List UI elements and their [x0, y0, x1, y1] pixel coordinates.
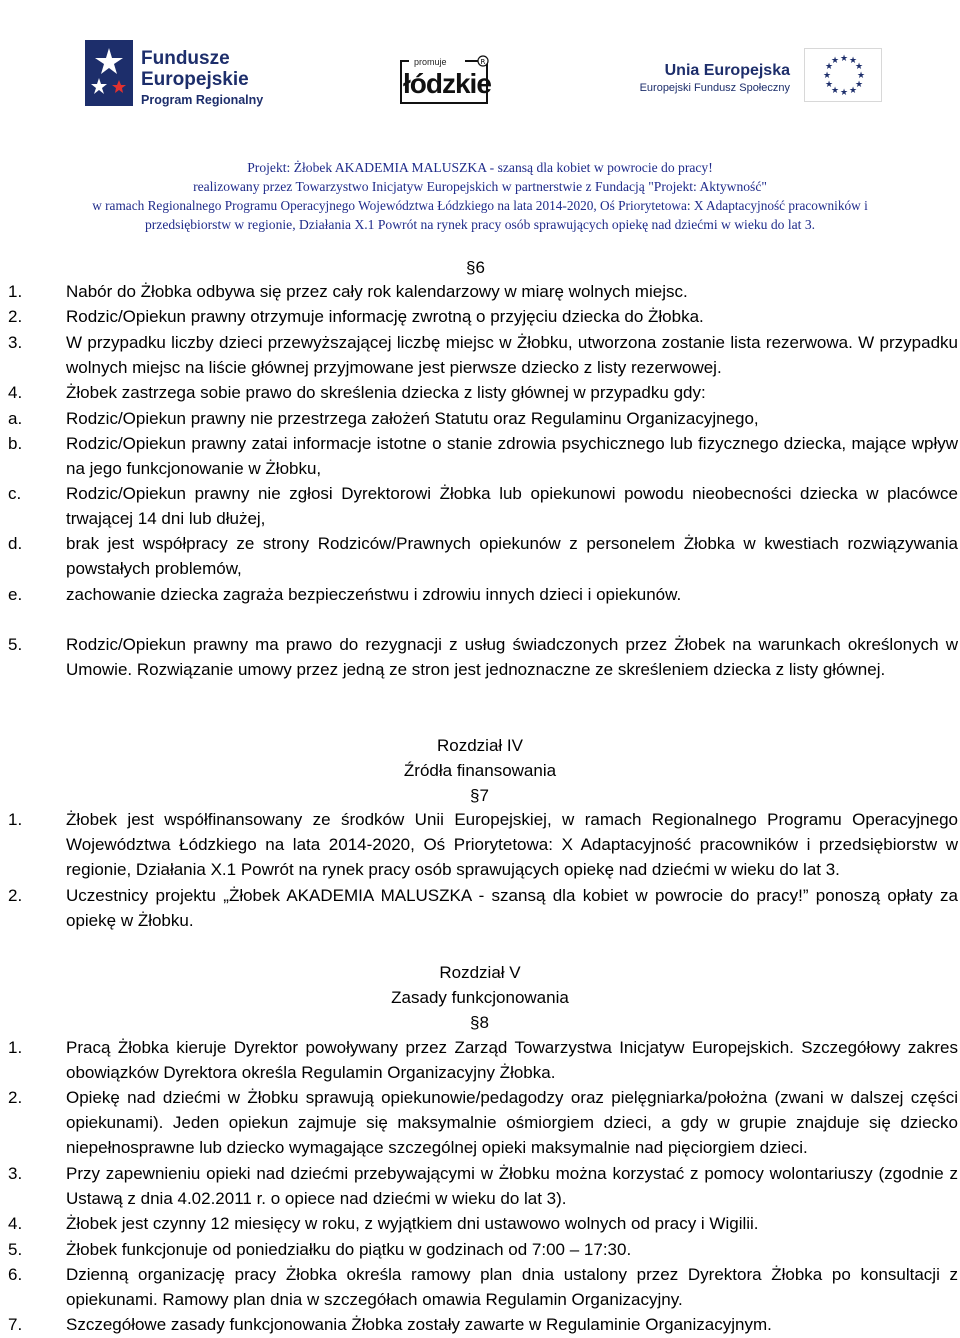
section-number: 7 — [479, 786, 489, 805]
paragraph-symbol: § — [470, 786, 480, 805]
paragraph-symbol: § — [470, 1013, 480, 1032]
svg-text:★: ★ — [840, 54, 849, 64]
header-line-2: realizowany przez Towarzystwo Inicjatyw Europejskich w partnerstwie z Fundacją "Projekt: Aktywność" — [193, 179, 767, 194]
logo-bar — [0, 0, 960, 150]
list-item: 1. Pracą Żłobka kieruje Dyrektor powoływany przez Zarząd Towarzystwa Inicjatyw Europejskich. Szczegółowy zakres obowiązków Dyrektora określa Regulamin Organizacyjny Żłobka. — [8, 1038, 958, 1082]
ue-logo-text — [620, 62, 790, 94]
svg-text:R: R — [480, 58, 486, 66]
svg-text:★: ★ — [825, 80, 834, 90]
list-item: 1. Żłobek jest współfinansowany ze środków Unii Europejskiej, w ramach Regionalnego Programu Operacyjnego Województwa Łódzkiego na lata 2014-2020, Oś Priorytetowa: X Adaptacyjność pracowników i przedsiębiorstw w regionie, Działania X.1 Powrót na rynek pracy osób sprawujących opiekę nad dziećmi w wieku do lat 3. — [8, 810, 958, 879]
svg-text:★: ★ — [849, 86, 858, 96]
lodzkie-logo — [395, 55, 495, 107]
list-item: 5. Rodzic/Opiekun prawny ma prawo do rezygnacji z usług świadczonych przez Żłobek na warunkach określonych w Umowie. Rozwiązanie umowy przez jedną ze stron jest jednoznaczne ze skreśleniem dziecka z listy głównej. — [8, 635, 958, 679]
section-8-heading — [470, 1010, 489, 1035]
section-7-heading — [470, 783, 489, 808]
chapter-4-title: Rozdział IV — [437, 736, 523, 755]
list-item: 2. Opiekę nad dziećmi w Żłobku sprawują opiekunowie/pedagodzy oraz pielęgniarka/położna (zwani w dalszej części opiekunami). Jeden opiekun zajmuje się maksymalnie ośmiorgiem dzieci, a gdy w grupie znajduje się dziecko niepełnosprawne lub dziecko wymagające szczególnej opieki maksymalnie nad pięciorgiem dzieci. — [8, 1088, 958, 1157]
list-item: 4. Żłobek jest czynny 12 miesięcy w roku, z wyjątkiem dni ustawowo wolnych od pracy i Wigilii. — [8, 1214, 759, 1233]
svg-text:★: ★ — [831, 86, 840, 96]
list-item: 5. Żłobek funkcjonuje od poniedziałku do piątku w godzinach od 7:00 – 17:30. — [8, 1240, 632, 1259]
project-header — [0, 158, 960, 234]
list-item: 1. Nabór do Żłobka odbywa się przez cały rok kalendarzowy w miarę wolnych miejsc. — [8, 282, 688, 301]
svg-text:★: ★ — [823, 71, 832, 81]
list-item: a. Rodzic/Opiekun prawny nie przestrzega założeń Statutu oraz Regulaminu Organizacyjnego, — [8, 409, 759, 428]
ue-title: Unia Europejska — [664, 62, 790, 79]
svg-text:★: ★ — [857, 71, 866, 81]
header-line-1: Projekt: Żłobek AKADEMIA MALUSZKA - szansą dla kobiet w powrocie do pracy! — [247, 160, 713, 175]
section-number: 6 — [475, 258, 485, 277]
fe-logo-text — [141, 48, 263, 111]
list-item: 7. Szczegółowe zasady funkcjonowania Żłobka zostały zawarte w Regulaminie Organizacyjnym. — [8, 1315, 772, 1334]
ue-subtitle: Europejski Fundusz Społeczny — [639, 82, 790, 94]
svg-text:★: ★ — [825, 62, 834, 72]
fe-star-mark-icon — [85, 40, 133, 106]
fe-line1: Fundusze — [141, 48, 230, 69]
list-item: 3. Przy zapewnieniu opieki nad dziećmi przebywającymi w Żłobku można korzystać z pomocy wolontariuszy (zgodnie z Ustawą z dnia 4.02.2011 r. o opiece nad dziećmi w wieku do lat 3). — [8, 1164, 958, 1208]
list-item: b. Rodzic/Opiekun prawny zatai informacje istotne o stanie zdrowia psychicznego lub fizycznego dziecka, mające wpływ na jego funkcjonowanie w Żłobku, — [8, 434, 958, 478]
svg-text:★: ★ — [855, 62, 864, 72]
list-item: 2. Rodzic/Opiekun prawny otrzymuje informację zwrotną o przyjęciu dziecka do Żłobka. — [8, 307, 704, 326]
lodzkie-promuje: promuje — [414, 57, 447, 67]
list-item: c. Rodzic/Opiekun prawny nie zgłosi Dyrektorowi Żłobka lub opiekunowi powodu nieobecności dziecka w placówce trwającej 14 dni lub dłużej, — [8, 484, 958, 528]
section-6-heading — [466, 255, 485, 280]
list-item: d. brak jest współpracy ze strony Rodziców/Prawnych opiekunów z personelem Żłobka w kwestiach rozwiązywania powstałych problemów, — [8, 534, 958, 578]
fe-line2: Europejskie — [141, 69, 249, 90]
list-item: 4. Żłobek zastrzega sobie prawo do skreślenia dziecka z listy głównej w przypadku gdy: — [8, 383, 706, 402]
eu-flag-icon — [804, 48, 882, 102]
list-item: 2. Uczestnicy projektu „Żłobek AKADEMIA MALUSZKA - szansą dla kobiet w powrocie do pracy!” ponoszą opłaty za opiekę w Żłobku. — [8, 886, 958, 930]
section-number: 8 — [479, 1013, 489, 1032]
header-line-3: w ramach Regionalnego Programu Operacyjnego Województwa Łódzkiego na lata 2014-2020, Oś Priorytetowa: X Adaptacyjność pracowników i — [92, 198, 868, 213]
fe-line3: Program Regionalny — [141, 93, 264, 107]
list-item: e. zachowanie dziecka zagraża bezpieczeństwu i zdrowiu innych dzieci i opiekunów. — [8, 585, 682, 604]
header-line-4: przedsiębiorstw w regionie, Działania X.1 Powrót na rynek pracy osób sprawujących opiekę nad dziećmi w wieku do lat 3. — [144, 217, 816, 232]
chapter-5-title: Rozdział V — [439, 963, 521, 982]
svg-text:★: ★ — [849, 56, 858, 66]
paragraph-symbol: § — [466, 258, 476, 277]
chapter-4-subtitle: Źródła finansowania — [403, 761, 557, 780]
unia-europejska-logo — [620, 48, 910, 108]
lodzkie-name: łódzkie — [403, 68, 491, 99]
svg-text:★: ★ — [840, 88, 849, 98]
list-item: 6. Dzienną organizację pracy Żłobka określa ramowy plan dnia ustalony przez Dyrektora Żłobka po konsultacji z opiekunami. Ramowy plan dnia w szczegółach omawia Regulamin Organizacyjny. — [8, 1265, 958, 1309]
list-item: 3. W przypadku liczby dzieci przewyższającej liczbę miejsc w Żłobku, utworzona zostanie lista rezerwowa. W przypadku wolnych miejsc na liście głównej przyjmowane jest pierwsze dziecko z listy rezerwowej. — [8, 333, 958, 377]
fundusze-europejskie-logo — [85, 40, 275, 110]
svg-text:★: ★ — [855, 80, 864, 90]
chapter-5-subtitle: Zasady funkcjonowania — [391, 988, 569, 1007]
svg-text:★: ★ — [831, 56, 840, 66]
